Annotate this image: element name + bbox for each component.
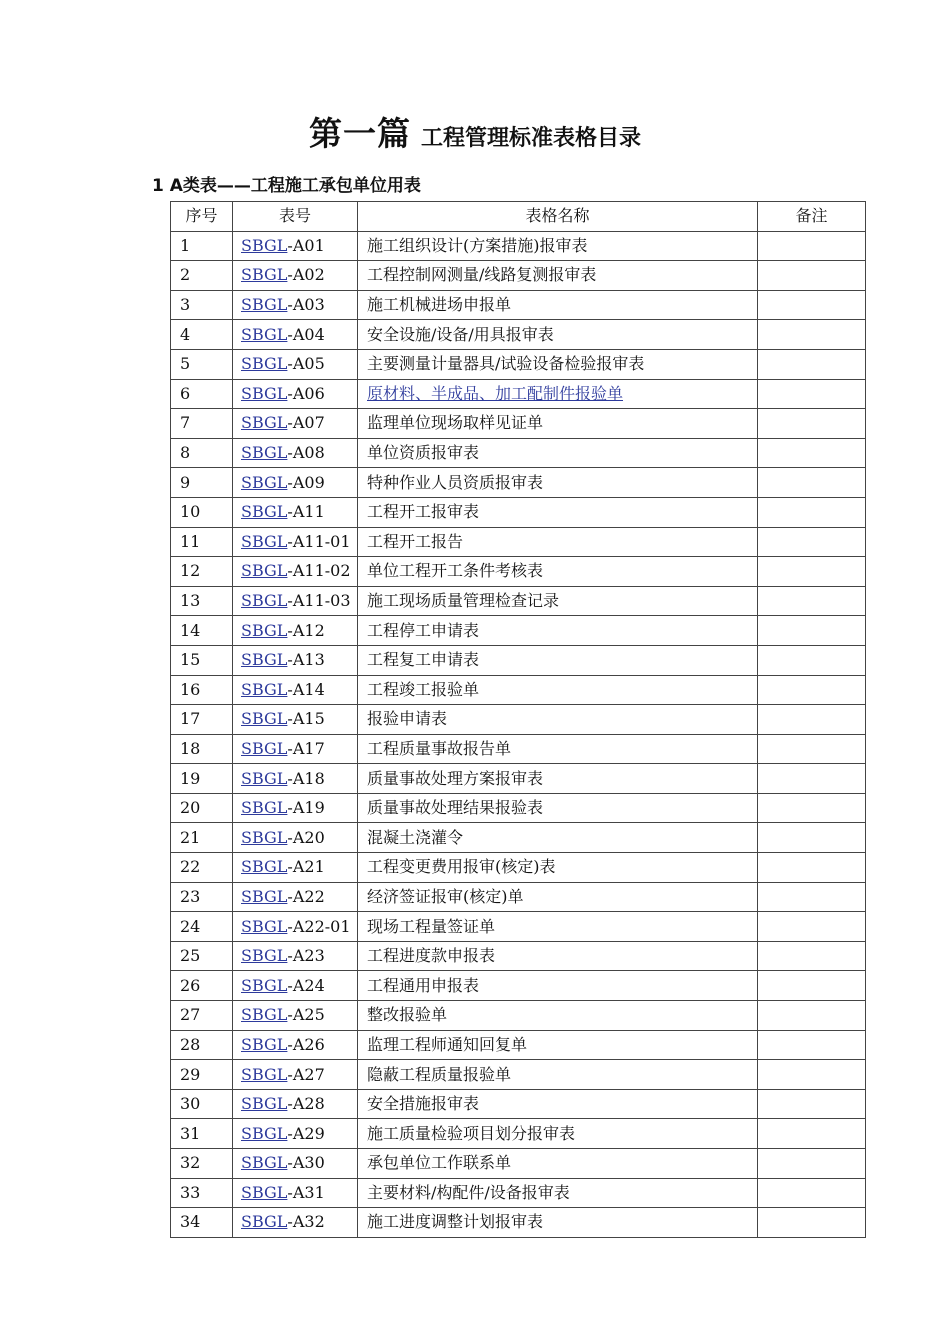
row-number: 25 bbox=[171, 941, 233, 971]
form-remark bbox=[758, 320, 866, 350]
form-remark bbox=[758, 290, 866, 320]
form-code-suffix: -A21 bbox=[287, 857, 325, 877]
form-name bbox=[358, 616, 758, 646]
form-remark bbox=[758, 231, 866, 261]
form-name-text: 施工质量检验项目划分报审表 bbox=[367, 1123, 576, 1143]
form-code-suffix: -A28 bbox=[287, 1094, 325, 1114]
form-name-text: 工程通用申报表 bbox=[367, 975, 480, 995]
form-code-prefix-link[interactable]: SBGL bbox=[241, 1182, 288, 1202]
row-number: 2 bbox=[171, 261, 233, 291]
form-code-prefix-link[interactable]: SBGL bbox=[241, 295, 288, 315]
form-code bbox=[233, 853, 358, 883]
form-code bbox=[233, 409, 358, 439]
form-remark bbox=[758, 586, 866, 616]
form-code-suffix: -A02 bbox=[287, 265, 325, 285]
form-code-prefix-link[interactable]: SBGL bbox=[241, 1094, 288, 1114]
row-number: 16 bbox=[171, 675, 233, 705]
row-number: 9 bbox=[171, 468, 233, 498]
form-name bbox=[358, 882, 758, 912]
form-name-text: 工程质量事故报告单 bbox=[367, 738, 512, 758]
form-code-prefix-link[interactable]: SBGL bbox=[241, 620, 288, 640]
form-code-prefix-link[interactable]: SBGL bbox=[241, 531, 288, 551]
row-number: 3 bbox=[171, 290, 233, 320]
form-code-suffix: -A06 bbox=[287, 383, 325, 403]
form-code-prefix-link[interactable]: SBGL bbox=[241, 798, 288, 818]
row-number: 33 bbox=[171, 1178, 233, 1208]
form-name-text: 特种作业人员资质报审表 bbox=[367, 472, 544, 492]
form-code-prefix-link[interactable]: SBGL bbox=[241, 1005, 288, 1025]
form-remark bbox=[758, 557, 866, 587]
form-code-prefix-link[interactable]: SBGL bbox=[241, 324, 288, 344]
form-code bbox=[233, 379, 358, 409]
form-remark bbox=[758, 438, 866, 468]
form-name-text: 整改报验单 bbox=[367, 1005, 448, 1025]
table-row bbox=[171, 1030, 866, 1060]
form-name-text: 工程停工申请表 bbox=[367, 620, 480, 640]
form-name-text: 施工机械进场申报单 bbox=[367, 295, 512, 315]
table-row bbox=[171, 1149, 866, 1179]
form-code bbox=[233, 764, 358, 794]
row-number: 8 bbox=[171, 438, 233, 468]
form-code-suffix: -A01 bbox=[287, 235, 325, 255]
form-code bbox=[233, 823, 358, 853]
form-name-text: 监理单位现场取样见证单 bbox=[367, 413, 544, 433]
row-number: 28 bbox=[171, 1030, 233, 1060]
form-name bbox=[358, 557, 758, 587]
form-code-suffix: -A22 bbox=[287, 886, 325, 906]
form-name bbox=[358, 853, 758, 883]
table-row bbox=[171, 497, 866, 527]
form-code-suffix: -A27 bbox=[287, 1064, 325, 1084]
form-remark bbox=[758, 261, 866, 291]
table-row bbox=[171, 941, 866, 971]
form-code-prefix-link[interactable]: SBGL bbox=[241, 472, 288, 492]
form-remark bbox=[758, 1060, 866, 1090]
form-remark bbox=[758, 1178, 866, 1208]
form-code-suffix: -A17 bbox=[287, 738, 325, 758]
row-number: 22 bbox=[171, 853, 233, 883]
form-remark bbox=[758, 527, 866, 557]
form-name-text: 工程竣工报验单 bbox=[367, 679, 480, 699]
form-name-text: 工程控制网测量/线路复测报审表 bbox=[367, 265, 597, 285]
form-code bbox=[233, 290, 358, 320]
form-code bbox=[233, 971, 358, 1001]
form-name-text: 主要材料/构配件/设备报审表 bbox=[367, 1182, 570, 1202]
form-code bbox=[233, 497, 358, 527]
table-row bbox=[171, 853, 866, 883]
table-row bbox=[171, 379, 866, 409]
form-name bbox=[358, 823, 758, 853]
form-code-prefix-link[interactable]: SBGL bbox=[241, 265, 288, 285]
row-number: 29 bbox=[171, 1060, 233, 1090]
row-number: 17 bbox=[171, 705, 233, 735]
table-row bbox=[171, 468, 866, 498]
form-code-prefix-link[interactable]: SBGL bbox=[241, 443, 288, 463]
table-row bbox=[171, 261, 866, 291]
form-code-suffix: -A26 bbox=[287, 1034, 325, 1054]
form-code-suffix: -A11-01 bbox=[287, 531, 351, 551]
form-code bbox=[233, 468, 358, 498]
form-code bbox=[233, 941, 358, 971]
form-code-prefix-link[interactable]: SBGL bbox=[241, 1212, 288, 1232]
row-number: 30 bbox=[171, 1089, 233, 1119]
form-remark bbox=[758, 912, 866, 942]
form-name-text: 工程变更费用报审(核定)表 bbox=[367, 857, 556, 877]
form-code-suffix: -A04 bbox=[287, 324, 325, 344]
row-number: 10 bbox=[171, 497, 233, 527]
row-number: 1 bbox=[171, 231, 233, 261]
form-code-suffix: -A14 bbox=[287, 679, 325, 699]
form-code-suffix: -A18 bbox=[287, 768, 325, 788]
form-code-prefix-link[interactable]: SBGL bbox=[241, 235, 288, 255]
form-remark bbox=[758, 1030, 866, 1060]
form-name bbox=[358, 1030, 758, 1060]
form-code-prefix-link[interactable]: SBGL bbox=[241, 383, 288, 403]
form-name-text: 单位工程开工条件考核表 bbox=[367, 561, 544, 581]
form-code-suffix: -A11-03 bbox=[287, 591, 351, 611]
form-name bbox=[358, 705, 758, 735]
form-code bbox=[233, 793, 358, 823]
form-code-suffix: -A25 bbox=[287, 1005, 325, 1025]
form-name-text: 施工进度调整计划报审表 bbox=[367, 1212, 544, 1232]
row-number: 13 bbox=[171, 586, 233, 616]
form-name-text: 隐蔽工程质量报验单 bbox=[367, 1064, 512, 1084]
row-number: 5 bbox=[171, 349, 233, 379]
form-code bbox=[233, 1149, 358, 1179]
form-code bbox=[233, 320, 358, 350]
form-code bbox=[233, 527, 358, 557]
form-name-text: 质量事故处理方案报审表 bbox=[367, 768, 544, 788]
form-code bbox=[233, 557, 358, 587]
forms-table bbox=[170, 201, 866, 1238]
form-name-text: 工程开工报告 bbox=[367, 531, 464, 551]
header-name: 表格名称 bbox=[358, 202, 758, 232]
table-row bbox=[171, 912, 866, 942]
form-code-suffix: -A11 bbox=[287, 502, 325, 522]
row-number: 24 bbox=[171, 912, 233, 942]
form-remark bbox=[758, 705, 866, 735]
table-row bbox=[171, 290, 866, 320]
form-name bbox=[358, 497, 758, 527]
table-row bbox=[171, 349, 866, 379]
row-number: 7 bbox=[171, 409, 233, 439]
header-no: 序号 bbox=[171, 202, 233, 232]
form-name bbox=[358, 409, 758, 439]
form-code-suffix: -A12 bbox=[287, 620, 325, 640]
form-code-suffix: -A20 bbox=[287, 827, 325, 847]
form-name bbox=[358, 971, 758, 1001]
form-name bbox=[358, 941, 758, 971]
form-code bbox=[233, 1208, 358, 1238]
form-remark bbox=[758, 379, 866, 409]
table-row bbox=[171, 823, 866, 853]
header-code: 表号 bbox=[233, 202, 358, 232]
form-code-suffix: -A08 bbox=[287, 443, 325, 463]
table-row bbox=[171, 409, 866, 439]
form-code-suffix: -A05 bbox=[287, 354, 325, 374]
form-code-suffix: -A32 bbox=[287, 1212, 325, 1232]
row-number: 27 bbox=[171, 1001, 233, 1031]
form-name-text: 经济签证报审(核定)单 bbox=[367, 886, 524, 906]
table-row bbox=[171, 705, 866, 735]
form-code-prefix-link[interactable]: SBGL bbox=[241, 768, 288, 788]
table-row bbox=[171, 1060, 866, 1090]
form-remark bbox=[758, 349, 866, 379]
table-row bbox=[171, 557, 866, 587]
page-title bbox=[0, 108, 950, 155]
form-code-prefix-link[interactable]: SBGL bbox=[241, 975, 288, 995]
row-number: 34 bbox=[171, 1208, 233, 1238]
section-heading: 1 A类表——工程施工承包单位用表 bbox=[152, 176, 421, 196]
table-row bbox=[171, 675, 866, 705]
form-code bbox=[233, 1178, 358, 1208]
form-name bbox=[358, 1119, 758, 1149]
form-code-suffix: -A19 bbox=[287, 798, 325, 818]
form-code bbox=[233, 616, 358, 646]
form-code-suffix: -A15 bbox=[287, 709, 325, 729]
form-code-suffix: -A30 bbox=[287, 1153, 325, 1173]
form-code-prefix-link[interactable]: SBGL bbox=[241, 1064, 288, 1084]
form-code-suffix: -A03 bbox=[287, 295, 325, 315]
form-code-prefix-link[interactable]: SBGL bbox=[241, 1153, 288, 1173]
form-remark bbox=[758, 1208, 866, 1238]
row-number: 19 bbox=[171, 764, 233, 794]
form-name-text: 工程开工报审表 bbox=[367, 502, 480, 522]
form-name bbox=[358, 231, 758, 261]
row-number: 31 bbox=[171, 1119, 233, 1149]
form-code-suffix: -A31 bbox=[287, 1182, 325, 1202]
form-code-prefix-link[interactable]: SBGL bbox=[241, 709, 288, 729]
table-row bbox=[171, 320, 866, 350]
form-remark bbox=[758, 645, 866, 675]
form-remark bbox=[758, 409, 866, 439]
form-remark bbox=[758, 882, 866, 912]
form-code bbox=[233, 1119, 358, 1149]
form-name-text: 混凝土浇灌令 bbox=[367, 827, 464, 847]
table-row bbox=[171, 231, 866, 261]
table-row bbox=[171, 645, 866, 675]
form-remark bbox=[758, 1089, 866, 1119]
form-remark bbox=[758, 1001, 866, 1031]
form-name bbox=[358, 912, 758, 942]
form-name bbox=[358, 349, 758, 379]
table-row bbox=[171, 527, 866, 557]
row-number: 20 bbox=[171, 793, 233, 823]
form-name-text: 监理工程师通知回复单 bbox=[367, 1034, 528, 1054]
form-remark bbox=[758, 793, 866, 823]
form-name-text: 工程进度款申报表 bbox=[367, 946, 496, 966]
form-code-prefix-link[interactable]: SBGL bbox=[241, 502, 288, 522]
form-code-prefix-link[interactable]: SBGL bbox=[241, 650, 288, 670]
row-number: 23 bbox=[171, 882, 233, 912]
form-code-prefix-link[interactable]: SBGL bbox=[241, 413, 288, 433]
table-row bbox=[171, 734, 866, 764]
form-name-text: 主要测量计量器具/试验设备检验报审表 bbox=[367, 354, 645, 374]
form-name bbox=[358, 438, 758, 468]
title-sub: 工程管理标准表格目录 bbox=[420, 126, 641, 151]
form-code bbox=[233, 705, 358, 735]
row-number: 21 bbox=[171, 823, 233, 853]
form-code-prefix-link[interactable]: SBGL bbox=[241, 857, 288, 877]
table-body bbox=[171, 231, 866, 1237]
form-name bbox=[358, 527, 758, 557]
form-remark bbox=[758, 853, 866, 883]
form-name-text: 现场工程量签证单 bbox=[367, 916, 496, 936]
form-remark bbox=[758, 941, 866, 971]
form-remark bbox=[758, 675, 866, 705]
row-number: 26 bbox=[171, 971, 233, 1001]
form-name-text: 安全措施报审表 bbox=[367, 1094, 480, 1114]
form-name-text: 施工现场质量管理检查记录 bbox=[367, 591, 560, 611]
form-name-text: 报验申请表 bbox=[367, 709, 448, 729]
table-row bbox=[171, 971, 866, 1001]
form-remark bbox=[758, 971, 866, 1001]
form-code-prefix-link[interactable]: SBGL bbox=[241, 1123, 288, 1143]
form-name bbox=[358, 645, 758, 675]
row-number: 4 bbox=[171, 320, 233, 350]
form-name-text: 工程复工申请表 bbox=[367, 650, 480, 670]
header-remark: 备注 bbox=[758, 202, 866, 232]
form-remark bbox=[758, 823, 866, 853]
form-code bbox=[233, 261, 358, 291]
title-main: 第一篇 bbox=[308, 114, 411, 153]
form-remark bbox=[758, 468, 866, 498]
form-code bbox=[233, 675, 358, 705]
table-row bbox=[171, 1119, 866, 1149]
form-code-prefix-link[interactable]: SBGL bbox=[241, 354, 288, 374]
table-row bbox=[171, 1089, 866, 1119]
form-name bbox=[358, 1089, 758, 1119]
form-code bbox=[233, 882, 358, 912]
row-number: 32 bbox=[171, 1149, 233, 1179]
form-code bbox=[233, 1030, 358, 1060]
table-header-row bbox=[171, 202, 866, 232]
table-row bbox=[171, 1208, 866, 1238]
table-row bbox=[171, 882, 866, 912]
form-name-text: 安全设施/设备/用具报审表 bbox=[367, 324, 554, 344]
form-code-prefix-link[interactable]: SBGL bbox=[241, 679, 288, 699]
table-row bbox=[171, 586, 866, 616]
form-name-text: 单位资质报审表 bbox=[367, 443, 480, 463]
form-code-suffix: -A07 bbox=[287, 413, 325, 433]
form-name bbox=[358, 320, 758, 350]
form-remark bbox=[758, 734, 866, 764]
table-row bbox=[171, 438, 866, 468]
form-code-suffix: -A11-02 bbox=[287, 561, 351, 581]
table-row bbox=[171, 616, 866, 646]
form-name-link[interactable]: 原材料、半成品、加工配制件报验单 bbox=[367, 383, 624, 403]
form-name bbox=[358, 764, 758, 794]
form-code-prefix-link[interactable]: SBGL bbox=[241, 561, 288, 581]
form-code-suffix: -A24 bbox=[287, 975, 325, 995]
form-code-prefix-link[interactable]: SBGL bbox=[241, 916, 288, 936]
form-name bbox=[358, 1060, 758, 1090]
row-number: 12 bbox=[171, 557, 233, 587]
form-name-text: 施工组织设计(方案措施)报审表 bbox=[367, 235, 588, 255]
form-code bbox=[233, 734, 358, 764]
form-code-prefix-link[interactable]: SBGL bbox=[241, 886, 288, 906]
row-number: 14 bbox=[171, 616, 233, 646]
form-code bbox=[233, 586, 358, 616]
form-name-text: 承包单位工作联系单 bbox=[367, 1153, 512, 1173]
form-name bbox=[358, 261, 758, 291]
form-code bbox=[233, 231, 358, 261]
form-name bbox=[358, 290, 758, 320]
form-name bbox=[358, 379, 758, 409]
form-name bbox=[358, 675, 758, 705]
form-code bbox=[233, 349, 358, 379]
form-name bbox=[358, 586, 758, 616]
form-remark bbox=[758, 764, 866, 794]
form-code-prefix-link[interactable]: SBGL bbox=[241, 738, 288, 758]
form-code-prefix-link[interactable]: SBGL bbox=[241, 827, 288, 847]
form-code-suffix: -A22-01 bbox=[287, 916, 351, 936]
form-code bbox=[233, 1089, 358, 1119]
form-code bbox=[233, 645, 358, 675]
form-code-suffix: -A13 bbox=[287, 650, 325, 670]
row-number: 18 bbox=[171, 734, 233, 764]
form-name bbox=[358, 734, 758, 764]
table-row bbox=[171, 1178, 866, 1208]
form-code-suffix: -A23 bbox=[287, 946, 325, 966]
form-remark bbox=[758, 497, 866, 527]
form-code bbox=[233, 1001, 358, 1031]
row-number: 6 bbox=[171, 379, 233, 409]
table-row bbox=[171, 793, 866, 823]
table-row bbox=[171, 1001, 866, 1031]
form-name bbox=[358, 793, 758, 823]
form-remark bbox=[758, 1149, 866, 1179]
form-code bbox=[233, 912, 358, 942]
form-name bbox=[358, 468, 758, 498]
form-name bbox=[358, 1178, 758, 1208]
form-code bbox=[233, 1060, 358, 1090]
form-remark bbox=[758, 616, 866, 646]
form-code-suffix: -A09 bbox=[287, 472, 325, 492]
form-code bbox=[233, 438, 358, 468]
form-remark bbox=[758, 1119, 866, 1149]
form-code-suffix: -A29 bbox=[287, 1123, 325, 1143]
form-name bbox=[358, 1208, 758, 1238]
row-number: 11 bbox=[171, 527, 233, 557]
form-code-prefix-link[interactable]: SBGL bbox=[241, 1034, 288, 1054]
form-code-prefix-link[interactable]: SBGL bbox=[241, 946, 288, 966]
form-name-text: 质量事故处理结果报验表 bbox=[367, 798, 544, 818]
table-row bbox=[171, 764, 866, 794]
form-name bbox=[358, 1149, 758, 1179]
row-number: 15 bbox=[171, 645, 233, 675]
form-name bbox=[358, 1001, 758, 1031]
form-code-prefix-link[interactable]: SBGL bbox=[241, 591, 288, 611]
